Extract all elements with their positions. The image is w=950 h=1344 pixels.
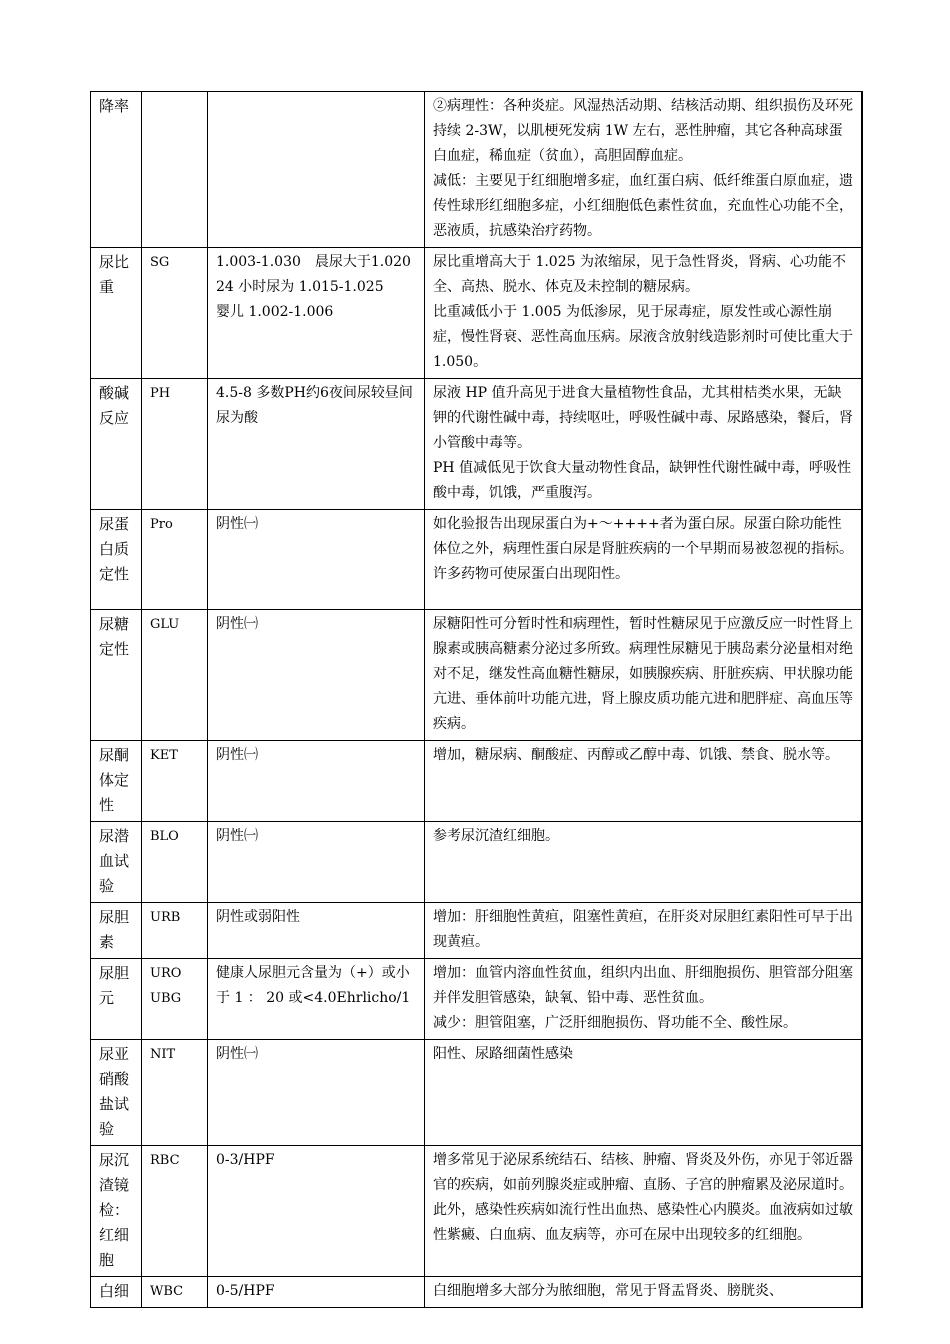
cell-text-line: 阳性、尿路细菌性感染: [433, 1046, 573, 1062]
cell-text-line: 尿糖: [99, 615, 130, 633]
cell-text-line: 渣镜: [99, 1176, 130, 1194]
cell-text-line: 硝酸: [99, 1070, 130, 1088]
reference-range-cell: [208, 379, 425, 510]
cell-text-line: 阴性㈠: [216, 828, 258, 844]
cell-text-line: 红细: [99, 1226, 130, 1244]
clinical-significance-cell: [425, 1277, 862, 1308]
table-row: [91, 510, 862, 610]
item-name-cell: [91, 379, 142, 510]
table-body: [91, 92, 862, 1308]
cell-text-line: 白质: [99, 540, 130, 558]
item-name-cell: [91, 741, 142, 822]
table-row: [91, 379, 862, 510]
cell-text-line: 验: [99, 1120, 115, 1138]
table-row: [91, 822, 862, 903]
clinical-significance-cell: [425, 610, 862, 741]
reference-range-cell: [208, 741, 425, 822]
cell-text-line: 尿胆: [99, 908, 130, 926]
document-page: [90, 91, 861, 1308]
reference-range-cell: [208, 903, 425, 959]
clinical-significance-cell: [425, 510, 862, 610]
cell-text-line: 胞: [99, 1251, 115, 1269]
table-row: [91, 248, 862, 379]
clinical-significance-cell: [425, 1040, 862, 1146]
reference-range-cell: [208, 92, 425, 248]
cell-text-line: KET: [150, 748, 178, 763]
item-name-cell: [91, 510, 142, 610]
cell-text-line: 比重减低小于 1.005 为低渗尿，见于尿毒症，原发性或心源性崩症，慢性肾衰、恶性高血压病。尿液含放射线造影剂时可使比重大于 1.050。: [433, 304, 853, 370]
cell-text-line: 增加，糖尿病、酮酸症、丙醇或乙醇中毒、饥饿、禁食、脱水等。: [433, 747, 839, 763]
clinical-significance-cell: [425, 248, 862, 379]
cell-text-line: 婴儿 1.002-1.006: [216, 304, 334, 320]
item-name-cell: [91, 1277, 142, 1308]
clinical-significance-cell: [425, 1146, 862, 1277]
cell-text-line: 尿沉: [99, 1151, 130, 1169]
cell-text-line: 元: [99, 989, 115, 1007]
table-row: [91, 92, 862, 248]
table-row: [91, 741, 862, 822]
cell-text-line: 尿酮: [99, 746, 130, 764]
cell-text-line: 增多常见于泌尿系统结石、结核、肿瘤、肾炎及外伤，亦见于邻近器官的疾病，如前列腺炎症或肿瘤、直肠、子宫的肿瘤累及泌尿道时。此外，感染性疾病如流行性出血热、感染性心内膜炎。血液病如过敏性紫癜、白血病、血友病等，亦可在尿中出现较多的红细胞。: [433, 1152, 853, 1243]
cell-text-line: 阴性或弱阳性: [216, 909, 300, 925]
item-abbr-cell: [142, 741, 208, 822]
cell-text-line: 0-3/HPF: [216, 1152, 275, 1168]
cell-text-line: 定性: [99, 640, 130, 658]
clinical-significance-cell: [425, 741, 862, 822]
item-name-cell: [91, 610, 142, 741]
cell-text-line: 参考尿沉渣红细胞。: [433, 828, 559, 844]
cell-text-line: BLO: [150, 829, 179, 844]
cell-text-line: 减低：主要见于红细胞增多症，血红蛋白病、低纤维蛋白原血症，遗传性球形红细胞多症，小红细胞低色素性贫血，充血性心功能不全，恶液质，抗感染治疗药物。: [433, 173, 853, 239]
reference-range-cell: [208, 1040, 425, 1146]
cell-text-line: 阴性㈠: [216, 516, 258, 532]
item-abbr-cell: [142, 959, 208, 1040]
cell-text-line: PH: [150, 386, 171, 401]
clinical-significance-cell: [425, 903, 862, 959]
item-abbr-cell: [142, 248, 208, 379]
cell-text-line: 健康人尿胆元含量为（+）或小于 1 ： 20 或<4.0Ehrlicho/1: [216, 965, 411, 1006]
clinical-significance-cell: [425, 92, 862, 248]
table-row: [91, 610, 862, 741]
cell-text-line: 4.5-8 多数PH约6夜间尿较昼间尿为酸: [216, 385, 413, 426]
item-name-cell: [91, 1146, 142, 1277]
item-name-cell: [91, 822, 142, 903]
cell-text-line: WBC: [150, 1284, 184, 1299]
item-name-cell: [91, 959, 142, 1040]
item-abbr-cell: [142, 1277, 208, 1308]
cell-text-line: 如化验报告出现尿蛋白为+～++++者为蛋白尿。尿蛋白除功能性体位之外，病理性蛋白尿是肾脏疾病的一个早期而易被忽视的指标。: [433, 516, 853, 557]
cell-text-line: 检：: [99, 1201, 130, 1219]
item-abbr-cell: [142, 379, 208, 510]
cell-text-line: 阴性㈠: [216, 616, 258, 632]
cell-text-line: Pro: [150, 517, 173, 532]
cell-text-line: 减少：胆管阻塞，广泛肝细胞损伤、肾功能不全、酸性尿。: [433, 1015, 797, 1031]
cell-text-line: 白细: [99, 1282, 130, 1300]
cell-text-line: 阴性㈠: [216, 1046, 258, 1062]
cell-text-line: 素: [99, 933, 115, 951]
reference-range-cell: [208, 510, 425, 610]
cell-text-line: 降率: [99, 97, 130, 115]
reference-range-cell: [208, 1277, 425, 1308]
cell-text-line: SG: [150, 255, 170, 270]
cell-text-line: ②病理性：各种炎症。风湿热活动期、结核活动期、组织损伤及环死持续 2-3W，以肌梗死发病 1W 左右，恶性肿瘤，其它各种高球蛋白血症，稀血症（贫血），高胆固醇血症。: [433, 98, 853, 164]
cell-text-line: 反应: [99, 409, 130, 427]
cell-text-line: 尿亚: [99, 1045, 130, 1063]
cell-text-line: 尿比重增高大于 1.025 为浓缩尿，见于急性肾炎，肾病、心功能不全、高热、脱水、体克及未控制的糖尿病。: [433, 254, 846, 295]
cell-text-line: 尿液 HP 值升高见于进食大量植物性食品，尤其柑桔类水果，无缺钾的代谢性碱中毒，持续呕吐，呼吸性碱中毒、尿路感染，餐后，肾小管酸中毒等。: [433, 385, 853, 451]
item-name-cell: [91, 1040, 142, 1146]
cell-text-line: 重: [99, 278, 115, 296]
item-name-cell: [91, 903, 142, 959]
cell-text-line: 尿比: [99, 253, 130, 271]
table-row: [91, 1040, 862, 1146]
cell-text-line: 尿胆: [99, 964, 130, 982]
reference-range-cell: [208, 959, 425, 1040]
urinalysis-table: [90, 91, 863, 1308]
cell-text-line: 阴性㈠: [216, 747, 258, 763]
cell-text-line: PH 值减低见于饮食大量动物性食品，缺钾性代谢性碱中毒，呼吸性酸中毒，饥饿，严重腹泻。: [433, 460, 852, 501]
item-abbr-cell: [142, 1146, 208, 1277]
cell-text-line: UBG: [150, 991, 182, 1006]
cell-text-line: 验: [99, 877, 115, 895]
cell-text-line: 0-5/HPF: [216, 1283, 275, 1299]
cell-text-line: URB: [150, 910, 181, 925]
cell-text-line: RBC: [150, 1153, 180, 1168]
item-abbr-cell: [142, 92, 208, 248]
clinical-significance-cell: [425, 379, 862, 510]
reference-range-cell: [208, 610, 425, 741]
item-abbr-cell: [142, 822, 208, 903]
item-abbr-cell: [142, 1040, 208, 1146]
reference-range-cell: [208, 822, 425, 903]
cell-text-line: GLU: [150, 617, 180, 632]
cell-text-line: 尿糖阳性可分暂时性和病理性，暂时性糖尿见于应激反应一时性肾上腺素或胰高糖素分泌过多所致。病理性尿糖见于胰岛素分泌量相对绝对不足，继发性高血糖性糖尿，如胰腺疾病、肝脏疾病、甲状腺功能亢进、垂体前叶功能亢进，肾上腺皮质功能亢进和肥胖症、高血压等疾病。: [433, 616, 853, 732]
table-row: [91, 959, 862, 1040]
cell-text-line: 增加：肝细胞性黄疸，阻塞性黄疸，在肝炎对尿胆红素阳性可早于出现黄疸。: [433, 909, 853, 950]
cell-text-line: 盐试: [99, 1095, 130, 1113]
reference-range-cell: [208, 248, 425, 379]
clinical-significance-cell: [425, 822, 862, 903]
clinical-significance-cell: [425, 959, 862, 1040]
table-row: [91, 1277, 862, 1308]
cell-text-line: 尿蛋: [99, 515, 130, 533]
cell-text-line: URO: [150, 966, 182, 981]
cell-text-line: 24 小时尿为 1.015-1.025: [216, 279, 384, 295]
cell-text-line: 酸碱: [99, 384, 130, 402]
item-abbr-cell: [142, 510, 208, 610]
cell-text-line: 增加：血管内溶血性贫血，组织内出血、肝细胞损伤、胆管部分阻塞并伴发胆管感染，缺氧、铅中毒、恶性贫血。: [433, 965, 853, 1006]
cell-text-line: 性: [99, 796, 115, 814]
table-row: [91, 1146, 862, 1277]
cell-text-line: 许多药物可使尿蛋白出现阳性。: [433, 566, 629, 582]
table-row: [91, 903, 862, 959]
reference-range-cell: [208, 1146, 425, 1277]
cell-text-line: 血试: [99, 852, 130, 870]
item-name-cell: [91, 92, 142, 248]
item-abbr-cell: [142, 903, 208, 959]
cell-text-line: 定性: [99, 565, 130, 583]
cell-text-line: 体定: [99, 771, 130, 789]
item-name-cell: [91, 248, 142, 379]
cell-text-line: 1.003-1.030 晨尿大于1.020: [216, 254, 411, 270]
item-abbr-cell: [142, 610, 208, 741]
cell-text-line: 尿潜: [99, 827, 130, 845]
cell-text-line: 白细胞增多大部分为脓细胞，常见于肾盂肾炎、膀胱炎、: [433, 1283, 783, 1299]
cell-text-line: NIT: [150, 1047, 176, 1062]
